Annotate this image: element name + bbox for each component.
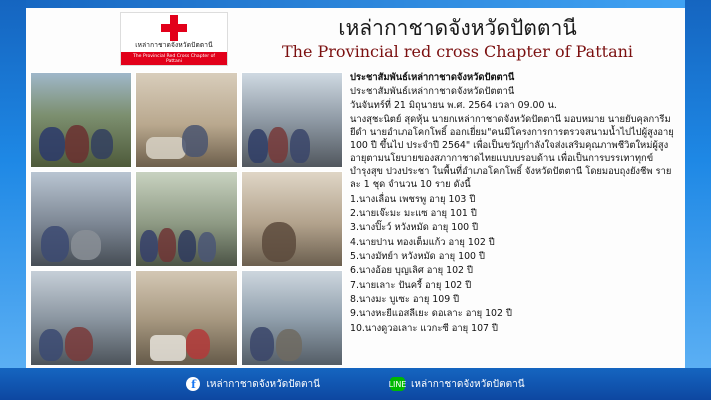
logo-thai-text: เหล่ากาชาดจังหวัดปัตตานี [135, 41, 213, 49]
list-item: 4.นายปาน ทองเต็มแก้ว อายุ 102 ปี [350, 236, 495, 248]
footer-line-label: เหล่ากาชาดจังหวัดปัตตานี [411, 378, 525, 390]
photo-gift-handover [30, 171, 132, 267]
right-border [685, 0, 711, 400]
body [26, 70, 685, 368]
list-item: 10.นางดูวอเลาะ แวกะซี อายุ 107 ปี [350, 322, 498, 334]
list-item: 5.นางมัทย์า หวังหมัด อายุ 100 ปี [350, 251, 485, 263]
photo-row [30, 171, 343, 267]
footer [0, 368, 711, 400]
list-item: 7.นายเลาะ ปันครี้ อายุ 102 ปี [350, 279, 472, 291]
content-area [26, 8, 685, 368]
footer-line[interactable] [390, 377, 525, 392]
facebook-icon: f [186, 377, 200, 391]
list-item: 1.นางเลื่อน เพชรพู อายุ 103 ปี [350, 193, 476, 205]
photo-row [30, 72, 343, 168]
photo-elderly-bed [135, 72, 237, 168]
photo-row [30, 270, 343, 366]
photo-grid [26, 70, 346, 368]
photo-staff-elder [241, 270, 343, 366]
left-border [0, 0, 26, 400]
line-icon: LINE [390, 377, 405, 391]
top-border [0, 0, 711, 8]
list-item: 6.นางอ้อย บุญเลิศ อายุ 102 ปี [350, 265, 473, 277]
photo-home-yard [30, 270, 132, 366]
footer-facebook[interactable] [186, 377, 320, 392]
footer-facebook-label: เหล่ากาชาดจังหวัดปัตตานี [206, 378, 320, 390]
photo-house-visit [30, 72, 132, 168]
list-item: 8.นางมะ บูเซะ อายุ 109 ปี [350, 294, 460, 306]
photo-rice-bag [135, 270, 237, 366]
article-paragraph-0: วันจันทร์ที่ 21 มิถุนายน พ.ศ. 2564 เวลา 09.00 น. [350, 99, 557, 111]
list-item: 3.นางปิ๊ะว์ หวังหมัด อายุ 100 ปี [350, 222, 479, 234]
page-title-english: The Provincial red cross Chapter of Pattani [281, 42, 634, 61]
article-text [346, 70, 685, 368]
article-paragraph-1: นางสุชะนิตย์ สุดหุ้น นายกเหล่ากาชาดจังหวัดปัตตานี มอบหมาย นายยับคุลการีม ยีดำ นายอำเภอโคกโพธิ์ ออกเยี่ยม"คนมีโครงการการตรวจสนามน้ำไปไปผู้สูงอายุ 100 ปี ขึ้นไป ประจำปี 2564" เพื่อเป็นขวัญกำลังใจส่งเสริมคุณภาพชีวิตใหม่ผู้สูงอายุตามนโยบายของสภากาชาดไทยแบบบรอบด้าน เพื่อเป็นการบรรเทาทุกข์ บำรุงสุข ปวงประชา ในพื้นที่อำเภอโคกโพธิ์ จังหวัดปัตตานี โดยมอบถุงยังชีพ รายละ 1 ชุด จำนวน 10 ราย ดังนี้ [350, 113, 674, 190]
header [26, 8, 685, 70]
page-title-thai: เหล่ากาชาดจังหวัดปัตตานี [338, 16, 577, 40]
article-heading: ประชาสัมพันธ์เหล่ากาชาดจังหวัดปัตตานี [350, 72, 515, 83]
article-subheading: ประชาสัมพันธ์เหล่ากาชาดจังหวัดปัตตานี [350, 85, 515, 97]
red-cross-icon [161, 15, 187, 38]
logo-english-band: The Provincial Red Cross Chapter of Pattani [121, 52, 227, 65]
photo-elder-woman [241, 171, 343, 267]
list-item: 9.นางหะยีแอสลีเยะ ดอเลาะ อายุ 102 ปี [350, 308, 512, 320]
org-logo [120, 12, 228, 66]
photo-officials-group [135, 171, 237, 267]
list-item: 2.นายเจ๊ะมะ มะแซ อายุ 101 ปี [350, 208, 477, 220]
photo-group-standing [241, 72, 343, 168]
bottom-border [0, 368, 711, 400]
